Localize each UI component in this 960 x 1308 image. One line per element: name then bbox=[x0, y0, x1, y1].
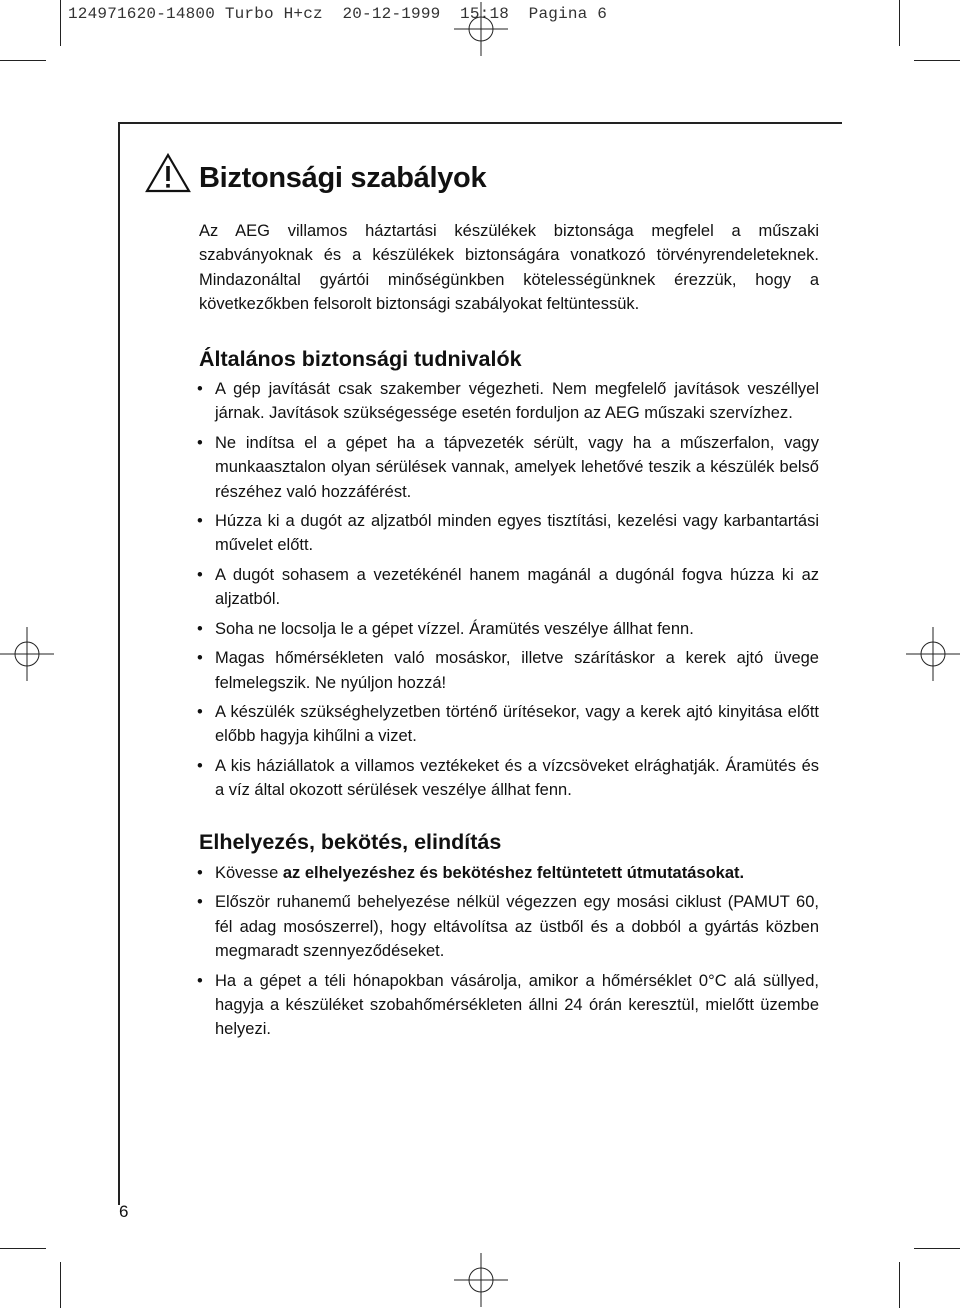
list-item bbox=[199, 377, 819, 426]
page-number: 6 bbox=[119, 1202, 129, 1221]
bullet-glyph: • bbox=[197, 565, 203, 584]
bullet-glyph: • bbox=[197, 619, 203, 638]
crop-mark-bottom-left-vertical bbox=[60, 1262, 61, 1308]
list-item bbox=[199, 890, 819, 963]
installation-heading: Elhelyezés, bekötés, elindítás bbox=[199, 829, 502, 854]
list-item-text: Ha a gépet a téli hónapokban vásárolja, amikor a hőmérséklet 0°C alá süllyed, hagyja a készüléket szobahőmérsékleten állni 24 órán keresztül, mielőtt üzembe helyezi. bbox=[215, 971, 819, 1039]
bullet-glyph: • bbox=[197, 863, 203, 882]
registration-mark-icon bbox=[906, 627, 960, 681]
general-safety-heading: Általános biztonsági tudnivalók bbox=[199, 346, 522, 371]
list-item-text: Kövesse bbox=[215, 863, 283, 882]
bullet-glyph: • bbox=[197, 971, 203, 990]
list-item-text: Először ruhanemű behelyezése nélkül végezzen egy mosási ciklust (PAMUT 60, fél adag mosószerrel), hogy eltávolítsa az üstből és a dobból a gyártás közben megmaradt szennyeződéseket. bbox=[215, 893, 819, 961]
page-frame-top-rule bbox=[118, 122, 842, 124]
warning-triangle-icon bbox=[145, 152, 191, 194]
list-item bbox=[199, 700, 819, 749]
bullet-glyph: • bbox=[197, 512, 203, 531]
document-body bbox=[199, 219, 819, 1047]
printer-slug-line: 124971620-14800 Turbo H+cz 20-12-1999 15:18 Pagina 6 bbox=[68, 5, 608, 23]
list-item-text: Soha ne locsolja le a gépet vízzel. Áramütés veszélye állhat fenn. bbox=[215, 619, 694, 638]
registration-mark-icon bbox=[454, 2, 508, 56]
list-item-text: Húzza ki a dugót az aljzatból minden egyes tisztítási, kezelési vagy karbantartási művelet előtt. bbox=[215, 512, 819, 555]
list-item bbox=[199, 509, 819, 558]
bullet-glyph: • bbox=[197, 649, 203, 668]
list-item-text: A dugót sohasem a vezetékénél hanem magánál a dugónál fogva húzza ki az aljzatból. bbox=[215, 565, 819, 609]
intro-paragraph: Az AEG villamos háztartási készülékek biztonsága megfelel a műszaki szabványoknak és a készülékek biztonságára vonatkozó törvényrendeleteknek. Mindazonáltal gyártói minőségünkben kötelességünknek érezzük, hogy a következőkben felsorolt biztonsági szabályokat feltüntessük. bbox=[199, 222, 819, 314]
crop-mark-top-right-vertical bbox=[899, 0, 900, 46]
list-item-text: Ne indítsa el a gépet ha a tápvezeték sérült, vagy ha a műszerfalon, vagy munkaasztalon olyan sérülések vannak, amelyek lehetővé teszik a készülék belső részéhez való hozzáférést. bbox=[215, 433, 819, 501]
list-item bbox=[199, 563, 819, 612]
page-title: Biztonsági szabályok bbox=[199, 162, 487, 194]
list-item bbox=[199, 617, 819, 641]
crop-mark-top-right-horizontal bbox=[914, 60, 960, 61]
list-item-text: Magas hőmérsékleten való mosáskor, illetve szárításkor a kerek ajtó üvege felmelegszik. Ne nyúljon hozzá! bbox=[215, 649, 819, 692]
bullet-glyph: • bbox=[197, 756, 203, 775]
crop-mark-bottom-right-vertical bbox=[899, 1262, 900, 1308]
list-item bbox=[199, 431, 819, 504]
bullet-glyph: • bbox=[197, 380, 203, 399]
page-frame-left-rule bbox=[118, 122, 120, 1205]
registration-mark-icon bbox=[0, 627, 54, 681]
bullet-glyph: • bbox=[197, 702, 203, 721]
crop-mark-top-left-horizontal bbox=[0, 60, 46, 61]
list-item-text: A kis háziállatok a villamos veztékeket és a vízcsöveket elrághatják. Áramütés és a víz által okozott sérülések veszélye állhat fenn. bbox=[215, 756, 819, 800]
list-item bbox=[199, 754, 819, 803]
bullet-glyph: • bbox=[197, 433, 203, 452]
installation-list bbox=[199, 861, 819, 1042]
list-item-text: A gép javítását csak szakember végezheti. Nem megfelelő javítások veszéllyel járnak. Javítások szükségessége esetén forduljon az AEG műszaki szervízhez. bbox=[215, 380, 819, 423]
crop-mark-bottom-left-horizontal bbox=[0, 1248, 46, 1249]
crop-mark-bottom-right-horizontal bbox=[914, 1248, 960, 1249]
list-item bbox=[199, 646, 819, 695]
crop-mark-top-left-vertical bbox=[60, 0, 61, 46]
registration-mark-icon bbox=[454, 1253, 508, 1307]
list-item bbox=[199, 861, 819, 885]
general-safety-list bbox=[199, 377, 819, 803]
list-item bbox=[199, 969, 819, 1042]
list-item-text: A készülék szükséghelyzetben történő ürítésekor, vagy a kerek ajtó kinyitása előtt előbb hagyja kihűlni a vizet. bbox=[215, 702, 819, 746]
bullet-glyph: • bbox=[197, 893, 203, 912]
list-item-emphasis: az elhelyezéshez és bekötéshez feltüntetett útmutatásokat. bbox=[282, 863, 745, 882]
